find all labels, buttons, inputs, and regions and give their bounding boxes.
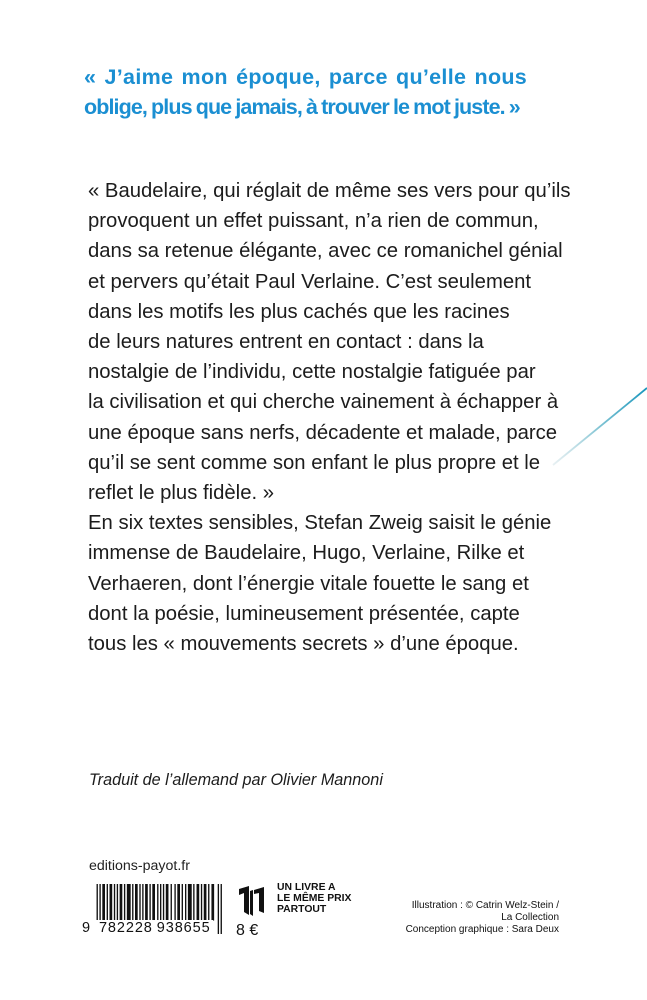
blurb-line: et pervers qu’était Paul Verlaine. C’est seulement <box>88 270 532 293</box>
blurb-line: Verhaeren, dont l’énergie vitale fouette le sang et <box>88 572 529 595</box>
blurb-text <box>88 176 571 659</box>
cover-credits <box>406 900 559 936</box>
blurb-line: provoquent un effet puissant, n’a rien de commun, <box>88 210 539 233</box>
blurb-line: « Baudelaire, qui réglait de même ses vers pour qu’ils <box>88 180 571 202</box>
pull-quote-line-2: oblige, plus que jamais, à trouver le mot juste. » <box>84 95 520 119</box>
barcode-group-2: 938655 <box>156 920 211 936</box>
blurb-line: En six textes sensibles, Stefan Zweig saisit le génie <box>88 512 552 535</box>
credit-line-2: La Collection <box>501 912 559 923</box>
pull-quote <box>84 62 584 122</box>
publisher-website: editions-payot.fr <box>89 858 190 874</box>
price: 8 € <box>236 922 259 939</box>
barcode-digits <box>82 920 213 936</box>
barcode-first-digit: 9 <box>82 920 91 936</box>
blurb-line: la civilisation et qui cherche vainement à échapper à <box>88 391 559 414</box>
barcode-group-1: 782228 <box>98 920 153 936</box>
pull-quote-line-1: « J’aime mon époque, parce qu’elle nous <box>84 65 528 89</box>
blurb-line: dans sa retenue élégante, avec ce romanichel génial <box>88 240 563 263</box>
blurb-line: tous les « mouvements secrets » d’une époque. <box>88 633 519 656</box>
translator-credit: Traduit de l’allemand par Olivier Mannoni <box>89 771 383 789</box>
prix-unique-line-3: PARTOUT <box>277 903 327 915</box>
blurb-line: nostalgie de l’individu, cette nostalgie fatiguée par <box>88 361 536 384</box>
blurb-line: qu’il se sent comme son enfant le plus propre et le <box>88 451 541 474</box>
prix-unique-line-2: LE MÊME PRIX <box>277 892 352 904</box>
blurb-line: reflet le plus fidèle. » <box>88 482 275 505</box>
blurb-line: dans les motifs les plus cachés que les racines <box>88 300 510 323</box>
credit-line-3: Conception graphique : Sara Deux <box>405 924 559 935</box>
blurb-line: une époque sans nerfs, décadente et malade, parce <box>88 421 558 444</box>
prix-unique-logo-icon <box>237 885 267 917</box>
blurb-line: immense de Baudelaire, Hugo, Verlaine, Rilke et <box>88 542 525 565</box>
blurb-line: de leurs natures entrent en contact : dans la <box>88 331 484 354</box>
prix-unique-line-1: UN LIVRE A <box>277 882 336 893</box>
isbn-barcode <box>82 884 227 939</box>
credit-line-1: Illustration : © Catrin Welz-Stein / <box>411 900 559 911</box>
prix-unique-label <box>277 883 351 915</box>
blurb-line: dont la poésie, lumineusement présentée, capte <box>88 602 520 625</box>
